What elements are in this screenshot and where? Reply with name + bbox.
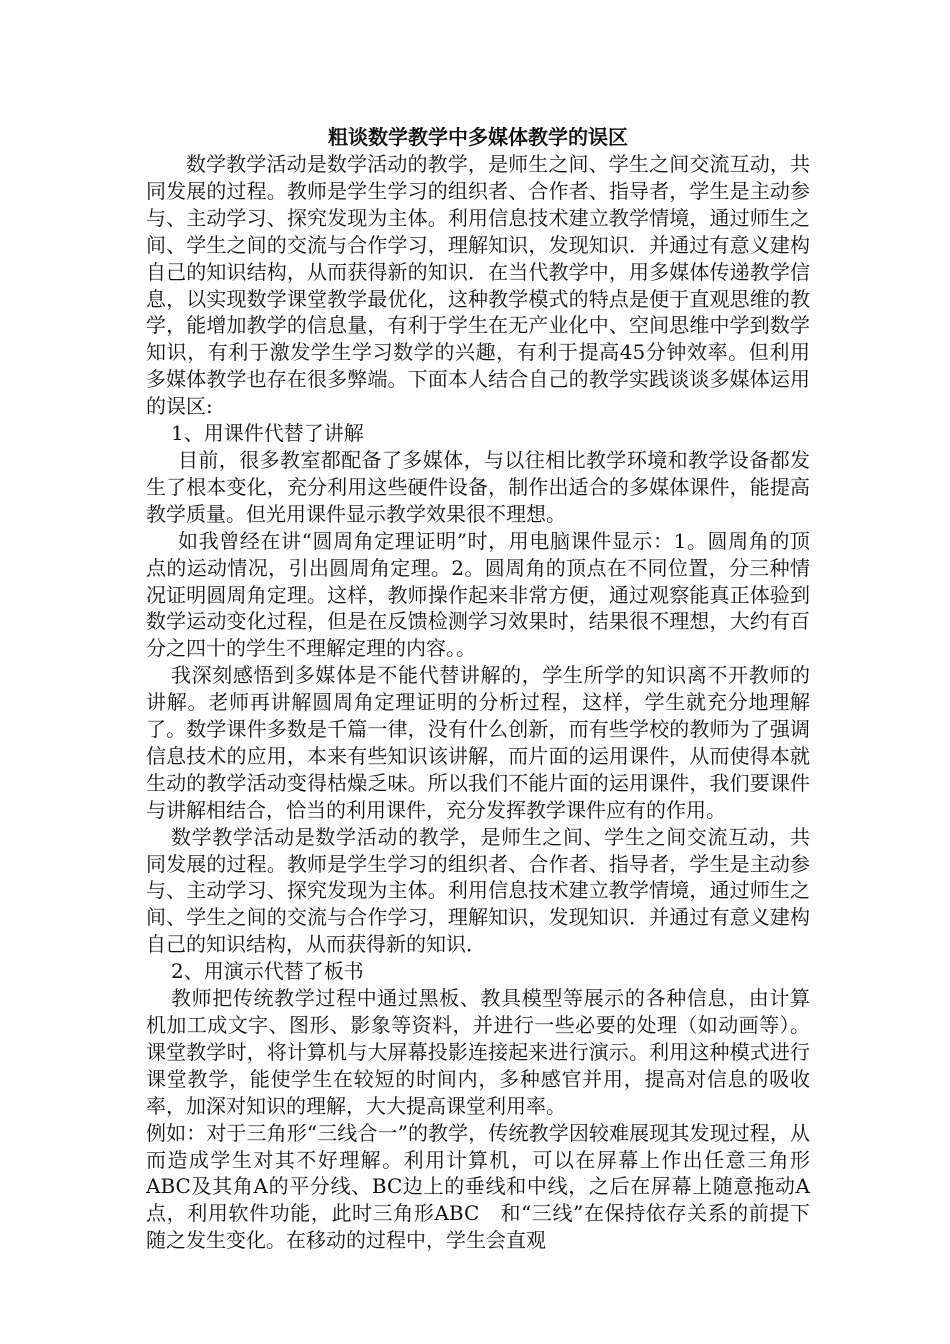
document-body — [146, 124, 810, 1254]
paragraph-reflection: 我深刻感悟到多媒体是不能代替讲解的，学生所学的知识离不开教师的讲解。老师再讲解圆周角定理证明的分析过程，这样，学生就充分地理解了。数学课件多数是千篇一律，没有什么创新，而有些学校的教师为了强调信息技术的应用，本来有些知识该讲解，而片面的运用课件，从而使得本就生动的教学活动变得枯燥乏味。所以我们不能片面的运用课件，我们要课件与讲解相结合，恰当的利用课件，充分发挥教学课件应有的作用。 — [146, 663, 810, 822]
paragraph-intro: 数学教学活动是数学活动的教学，是师生之间、学生之间交流互动，共同发展的过程。教师是学生学习的组织者、合作者、指导者，学生是主动参与、主动学习、探究发现为主体。利用信息技术建立教学情境，通过师生之间、学生之间的交流与合作学习，理解知识，发现知识．并通过有意义建构自己的知识结构，从而获得新的知识．在当代教学中，用多媒体传递教学信息，以实现数学课堂教学最优化，这种教学模式的特点是便于直观思维的教学，能增加教学的信息量，有利于学生在无产业化中、空间思维中学到数学知识，有利于激发学生学习数学的兴趣，有利于提高45分钟效率。但利用多媒体教学也存在很多弊端。下面本人结合自己的教学实践谈谈多媒体运用的误区: — [146, 152, 810, 419]
paragraph-blackboard-info: 教师把传统教学过程中通过黑板、教具模型等展示的各种信息，由计算机加工成文字、图形、影象等资料，并进行一些必要的处理（如动画等）。课堂教学时，将计算机与大屏幕投影连接起来进行演示。利用这种模式进行课堂教学，能使学生在较短的时间内，多种感官并用，提高对信息的吸收率，加深对知识的理解，大大提高课堂利用率。 — [146, 986, 810, 1118]
paragraph-triangle-example: 例如：对于三角形“三线合一”的教学，传统教学因较难展现其发现过程，从而造成学生对其不好理解。利用计算机，可以在屏幕上作出任意三角形ABC及其角A的平分线、BC边上的垂线和中线，之后在屏幕上随意拖动A点，利用软件功能，此时三角形ABC 和“三线”在保持依存关系的前提下随之发生变化。在移动的过程中，学生会直观 — [146, 1120, 810, 1253]
document-title: 粗谈数学教学中多媒体教学的误区 — [328, 125, 628, 149]
paragraph-multimedia-classrooms: 目前，很多教室都配备了多媒体，与以往相比教学环境和教学设备都发生了根本变化，充分利用这些硬件设备，制作出适合的多媒体课件，能提高教学质量。但光用课件显示教学效果很不理想。 — [146, 447, 810, 526]
section-heading-1: 1、用课件代替了讲解 — [171, 421, 364, 446]
paragraph-circle-angle-example: 如我曾经在讲“圆周角定理证明”时，用电脑课件显示：1。圆周角的顶点的运动情况，引出圆周角定理。2。圆周角的顶点在不同位置，分三种情况证明圆周角定理。这样，教师操作起来非常方便，通过观察能真正体验到数学运动变化过程，但是在反馈检测学习效果时，结果很不理想，大约有百分之四十的学生不理解定理的内容。。 — [146, 528, 810, 661]
paragraph-repeat-intro: 数学教学活动是数学活动的教学，是师生之间、学生之间交流互动，共同发展的过程。教师是学生学习的组织者、合作者、指导者，学生是主动参与、主动学习、探究发现为主体。利用信息技术建立教学情境，通过师生之间、学生之间的交流与合作学习，理解知识，发现知识．并通过有意义建构自己的知识结构，从而获得新的知识． — [146, 824, 810, 957]
section-heading-2: 2、用演示代替了板书 — [171, 959, 364, 984]
